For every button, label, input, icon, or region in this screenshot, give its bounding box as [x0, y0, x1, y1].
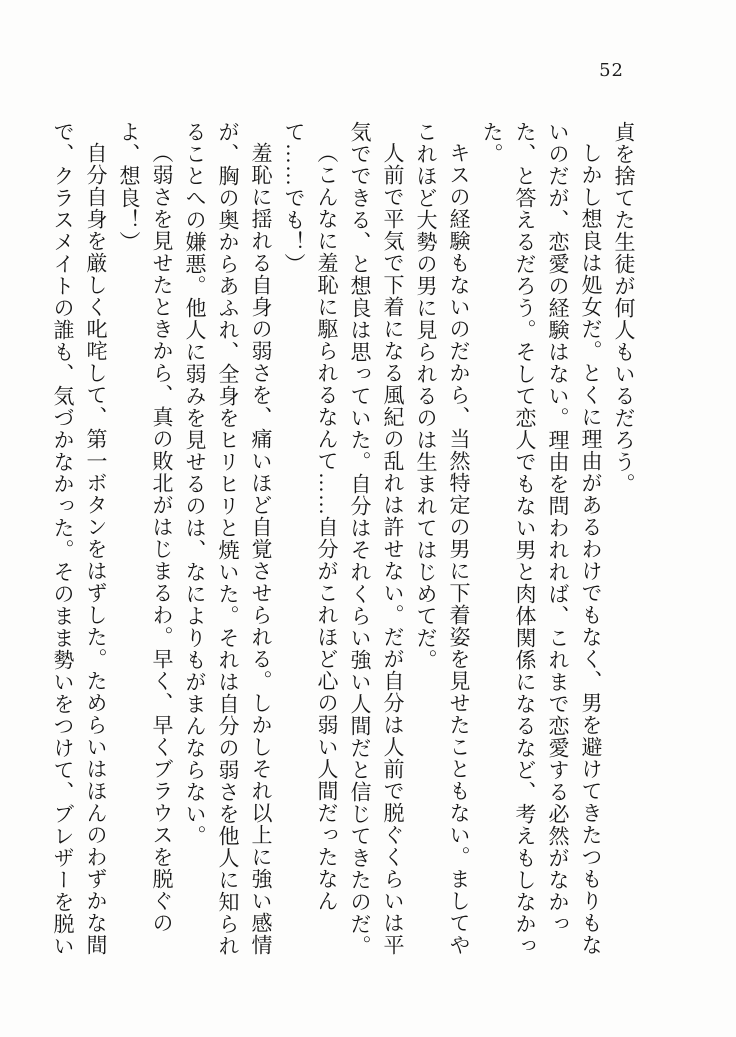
page-number: 52	[599, 60, 624, 81]
paragraph: しかし想良は処女だ。とくに理由があるわけでもなく、男を避けてきたつもりもないのだが、恋愛の経験はない。理由を問われれば、これまで恋愛する必然がなかった、と答えるだろう。そして恋人でもない男と肉体関係になるなど、考えもしなかった。	[480, 121, 603, 957]
body-text	[46, 121, 640, 957]
paragraph: キスの経験もないのだから、当然特定の男に下着姿を見せたこともない。ましてやこれほど大勢の男に見られるのは生まれてはじめてだ。	[414, 121, 471, 956]
paragraph: 人前で平気で下着になる風紀の乱れは許せない。だが自分は人前で脱ぐくらいは平気でできる、と想良は思っていた。自分はそれくらい強い人間だと信じてきたのだ。	[348, 121, 405, 957]
paragraph-continued-from-previous-page: 貞を捨てた生徒が何人もいるだろう。	[612, 121, 636, 495]
paragraph: 羞恥に揺れる自身の弱さを、痛いほど自覚させられる。しかしそれ以上に強い感情が、胸の奥からあふれ、全身をヒリヒリと焼いた。それは自分の弱さを他人に知られることへの嫌悪。他人に弱みを見せるのは、なによりもがまんならない。	[183, 121, 273, 957]
paragraph-continues-next-page: 自分自身を厳しく叱咤して、第一ボタンをはずした。ためらいはほんのわずかな間で、クラスメイトの誰も、気づかなかった。そのまま勢いをつけて、ブレザーを脱い	[51, 121, 108, 957]
paragraph-inner-monologue: （弱さを見せたときから、真の敗北がはじまるわ。早く、早くブラウスを脱ぐのよ、想良！）	[117, 121, 174, 934]
paragraph-inner-monologue: （こんなに羞恥に駆られるなんて……自分がこれほど心の弱い人間だったなんて……でも！）	[282, 121, 339, 912]
